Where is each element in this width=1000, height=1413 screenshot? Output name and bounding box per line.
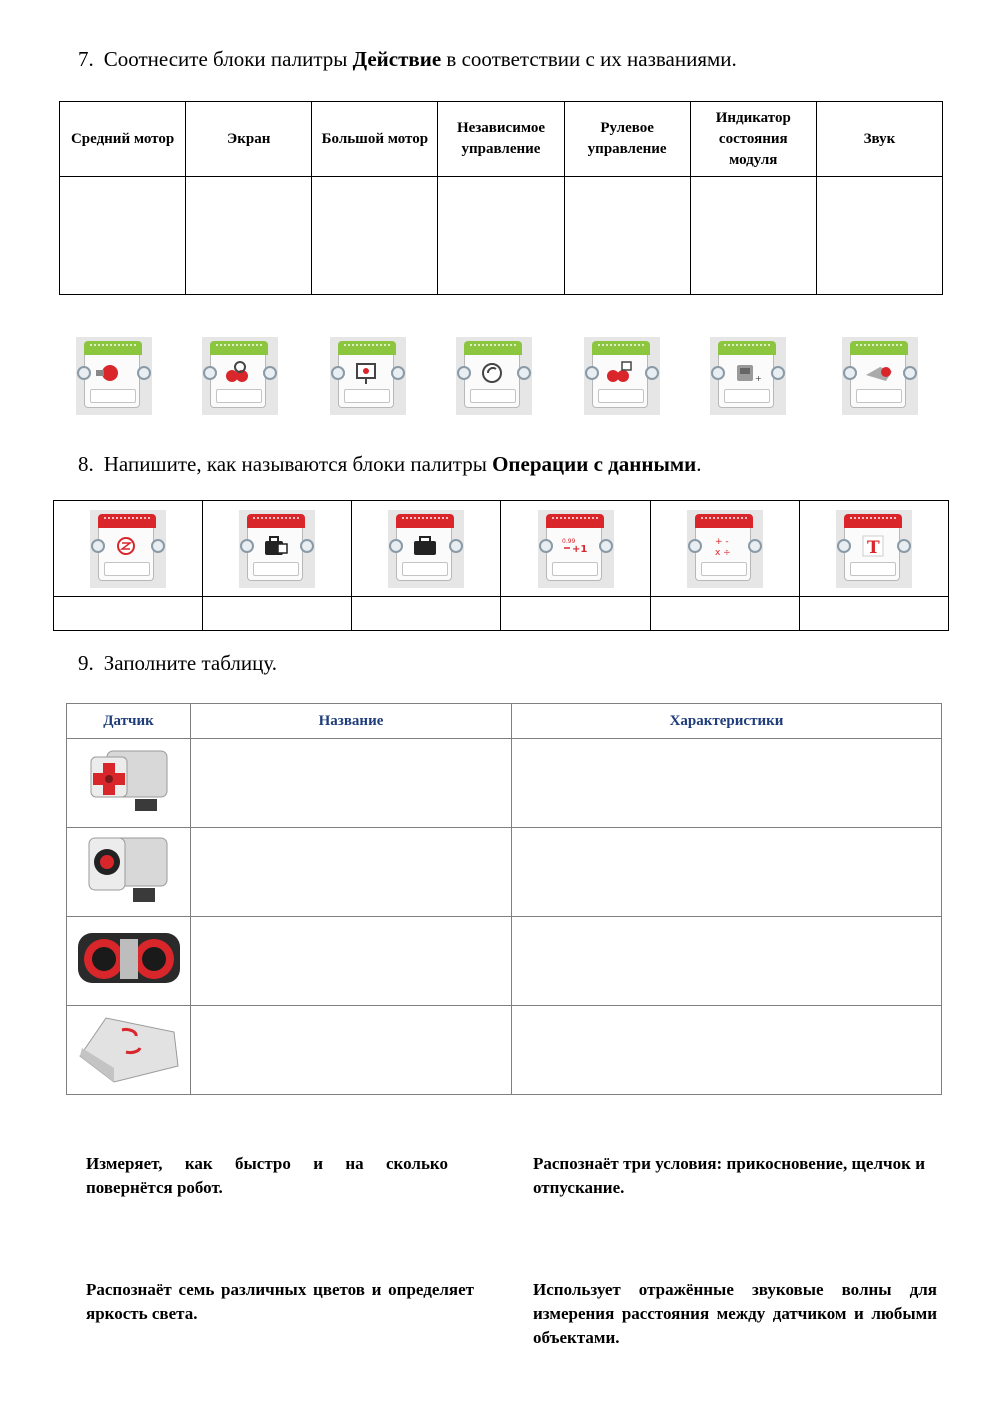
- medium-motor-block-icon[interactable]: [76, 337, 152, 415]
- header-cell: Независимое управление: [438, 102, 564, 177]
- header-name: Название: [191, 704, 512, 739]
- sensor-cell: [67, 1006, 191, 1095]
- sensor-name-input[interactable]: [191, 828, 512, 917]
- answer-input-cell[interactable]: [352, 597, 501, 631]
- constant-block-icon[interactable]: [239, 510, 315, 588]
- math-block-icon[interactable]: [687, 510, 763, 588]
- touch-sensor-icon: [79, 741, 179, 821]
- answer-card[interactable]: Использует отражённые звуковые волны для измерения расстояния между датчиком и любыми объектами.: [533, 1280, 937, 1347]
- answer-drop-cell[interactable]: [816, 177, 942, 295]
- sensor-characteristics-input[interactable]: [512, 828, 942, 917]
- gyro-sensor-icon: [74, 1008, 184, 1088]
- block-cell: [54, 501, 203, 597]
- sensor-cell: [67, 917, 191, 1006]
- answer-input-cell[interactable]: [54, 597, 203, 631]
- task-7-text-end: в соответствии с их названиями.: [441, 47, 737, 71]
- round-glyph-text: +1: [571, 543, 587, 555]
- header-characteristics: Характеристики: [512, 704, 942, 739]
- move-tank-block-icon[interactable]: [584, 337, 660, 415]
- task-7-text: Соотнесите блоки палитры: [103, 47, 353, 71]
- answer-drop-cell[interactable]: [564, 177, 690, 295]
- task-8-table: [53, 500, 949, 631]
- task-9-text: Заполните таблицу.: [103, 651, 277, 675]
- header-sensor: Датчик: [67, 704, 191, 739]
- sensor-characteristics-input[interactable]: [512, 739, 942, 828]
- text-block-icon[interactable]: [836, 510, 912, 588]
- sensor-cell: [67, 828, 191, 917]
- round-block-icon[interactable]: [538, 510, 614, 588]
- task-8-bold: Операции с данными: [492, 452, 697, 476]
- task-8-number: 8.: [78, 452, 94, 476]
- task-9-heading: [78, 651, 277, 676]
- answer-drop-cell[interactable]: [60, 177, 186, 295]
- svg-text:0.99: 0.99: [561, 537, 575, 545]
- task-7-table: [59, 101, 943, 295]
- answer-drop-cell[interactable]: [438, 177, 564, 295]
- answer-card[interactable]: Распознаёт три условия: прикосновение, щелчок и отпускание.: [533, 1154, 925, 1197]
- task-7-heading: [78, 47, 737, 72]
- header-cell: Индикатор состояния модуля: [690, 102, 816, 177]
- sensor-cell: [67, 739, 191, 828]
- answer-drop-cell[interactable]: [312, 177, 438, 295]
- header-cell: Экран: [186, 102, 312, 177]
- header-cell: Средний мотор: [60, 102, 186, 177]
- sensor-characteristics-input[interactable]: [512, 917, 942, 1006]
- answer-input-cell[interactable]: [799, 597, 948, 631]
- variable-block-icon[interactable]: [388, 510, 464, 588]
- answer-drop-cell[interactable]: [186, 177, 312, 295]
- header-cell: Большой мотор: [312, 102, 438, 177]
- task-8-heading: [78, 452, 702, 477]
- block-cell: [799, 501, 948, 597]
- block-cell: [203, 501, 352, 597]
- ultrasonic-sensor-icon: [74, 919, 184, 999]
- text-glyph: T: [866, 537, 880, 558]
- task-9-table: [66, 703, 942, 1095]
- brick-status-light-block-icon[interactable]: [710, 337, 786, 415]
- sensor-name-input[interactable]: [191, 917, 512, 1006]
- action-blocks-row: [76, 337, 926, 417]
- answer-card[interactable]: Измеряет, как быстро и на сколько повернётся робот.: [86, 1154, 448, 1197]
- sound-block-icon[interactable]: [456, 337, 532, 415]
- sensor-name-input[interactable]: [191, 1006, 512, 1095]
- task-8-text-end: .: [696, 452, 702, 476]
- logic-operations-block-icon[interactable]: [90, 510, 166, 588]
- svg-text:x ÷: x ÷: [714, 547, 731, 558]
- sensor-name-input[interactable]: [191, 739, 512, 828]
- answer-drop-cell[interactable]: [690, 177, 816, 295]
- block-cell: [650, 501, 799, 597]
- answer-input-cell[interactable]: [650, 597, 799, 631]
- task-9-number: 9.: [78, 651, 94, 675]
- color-sensor-icon: [79, 830, 179, 910]
- svg-text:+ -: + -: [714, 536, 729, 547]
- block-cell: [501, 501, 650, 597]
- large-motor-block-icon[interactable]: [842, 337, 918, 415]
- task-7-number: 7.: [78, 47, 94, 71]
- move-steering-block-icon[interactable]: [202, 337, 278, 415]
- answer-card[interactable]: Распознаёт семь различных цветов и определяет яркость света.: [86, 1280, 474, 1323]
- task-7-bold: Действие: [352, 47, 442, 71]
- header-cell: Рулевое управление: [564, 102, 690, 177]
- display-block-icon[interactable]: [330, 337, 406, 415]
- answer-input-cell[interactable]: [501, 597, 650, 631]
- task-8-text: Напишите, как называются блоки палитры: [103, 452, 493, 476]
- svg-text:+: +: [755, 374, 762, 383]
- block-cell: [352, 501, 501, 597]
- header-cell: Звук: [816, 102, 942, 177]
- sensor-characteristics-input[interactable]: [512, 1006, 942, 1095]
- answer-input-cell[interactable]: [203, 597, 352, 631]
